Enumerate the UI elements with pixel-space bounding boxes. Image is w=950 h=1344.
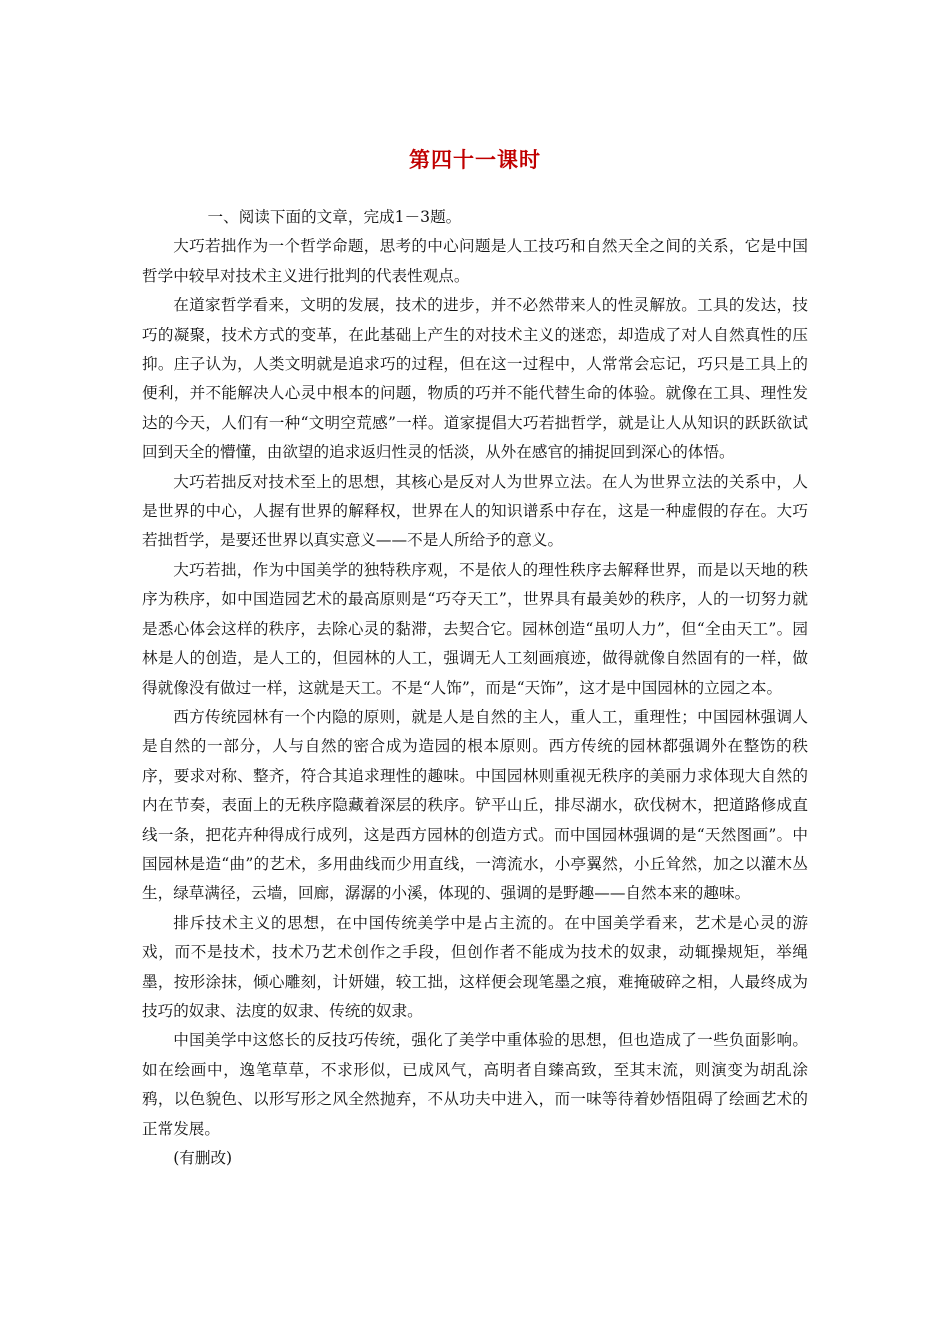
question-instruction: 一、阅读下面的文章，完成1－3题。	[207, 208, 462, 226]
article-paragraph: 中国美学中这悠长的反技巧传统，强化了美学中重体验的思想，但也造成了一些负面影响。如在绘画中，逸笔草草，不求形似，已成风气，高明者自臻高致，至其末流，则演变为胡乱涂鸦，以色貌色、以形写形之风全然抛弃，不从功夫中进入，而一味等待着妙悟阻碍了绘画艺术的正常发展。	[142, 1031, 808, 1138]
article-body	[142, 203, 808, 1173]
article-paragraph: 排斥技术主义的思想，在中国传统美学中是占主流的。在中国美学看来，艺术是心灵的游戏，而不是技术，技术乃艺术创作之手段，但创作者不能成为技术的奴隶，动辄操规矩，举绳墨，按形涂抹，倾心雕刻，计妍媸，较工拙，这样便会现笔墨之痕，难掩破碎之相，人最终成为技巧的奴隶、法度的奴隶、传统的奴隶。	[142, 913, 808, 1020]
article-paragraph: 在道家哲学看来，文明的发展，技术的进步，并不必然带来人的性灵解放。工具的发达，技巧的凝聚，技术方式的变革，在此基础上产生的对技术主义的迷恋，却造成了对人自然真性的压抑。庄子认为，人类文明就是追求巧的过程，但在这一过程中，人常常会忘记，巧只是工具上的便利，并不能解决人心灵中根本的问题，物质的巧并不能代替生命的体验。就像在工具、理性发达的今天，人们有一种“文明空荒感”一样。道家提倡大巧若拙哲学，就是让人从知识的跃跃欲试回到天全的懵懂，由欲望的追求返归性灵的恬淡，从外在感官的捕捉回到深心的体悟。	[142, 296, 808, 462]
article-paragraph: 西方传统园林有一个内隐的原则，就是人是自然的主人，重人工，重理性；中国园林强调人是自然的一部分，人与自然的密合成为造园的根本原则。西方传统的园林都强调外在整饬的秩序，要求对称、整齐，符合其追求理性的趣味。中国园林则重视无秩序的美丽力求体现大自然的内在节奏，表面上的无秩序隐藏着深层的秩序。铲平山丘，排尽湖水，砍伐树木，把道路修成直线一条，把花卉种得成行成列，这是西方园林的创造方式。而中国园林强调的是“天然图画”。中国园林是造“曲”的艺术，多用曲线而少用直线，一湾流水，小亭翼然，小丘耸然，加之以灌木丛生，绿草满径，云墙，回廊，潺潺的小溪，体现的、强调的是野趣——自然本来的趣味。	[142, 707, 808, 903]
page-title: 第四十一课时	[409, 148, 541, 172]
article-paragraph: 大巧若拙，作为中国美学的独特秩序观，不是依人的理性秩序去解释世界，而是以天地的秩序为秩序，如中国造园艺术的最高原则是“巧夺天工”，世界具有最美妙的秩序，人的一切努力就是悉心体会这样的秩序，去除心灵的黏滞，去契合它。园林创造“虽叨人力”，但“全由天工”。园林是人的创造，是人工的，但园林的人工，强调无人工刻画痕迹，做得就像自然固有的一样，做得就像没有做过一样，这就是天工。不是“人饰”，而是“天饰”，这才是中国园林的立园之本。	[142, 560, 808, 697]
article-paragraph: 大巧若拙反对技术至上的思想，其核心是反对人为世界立法。在人为世界立法的关系中，人是世界的中心，人握有世界的解释权，世界在人的知识谱系中存在，这是一种虚假的存在。大巧若拙哲学，是要还世界以真实意义——不是人所给予的意义。	[142, 472, 808, 550]
edit-note: (有删改)	[173, 1149, 233, 1167]
article-paragraph: 大巧若拙作为一个哲学命题，思考的中心问题是人工技巧和自然天全之间的关系，它是中国哲学中较早对技术主义进行批判的代表性观点。	[142, 237, 808, 285]
